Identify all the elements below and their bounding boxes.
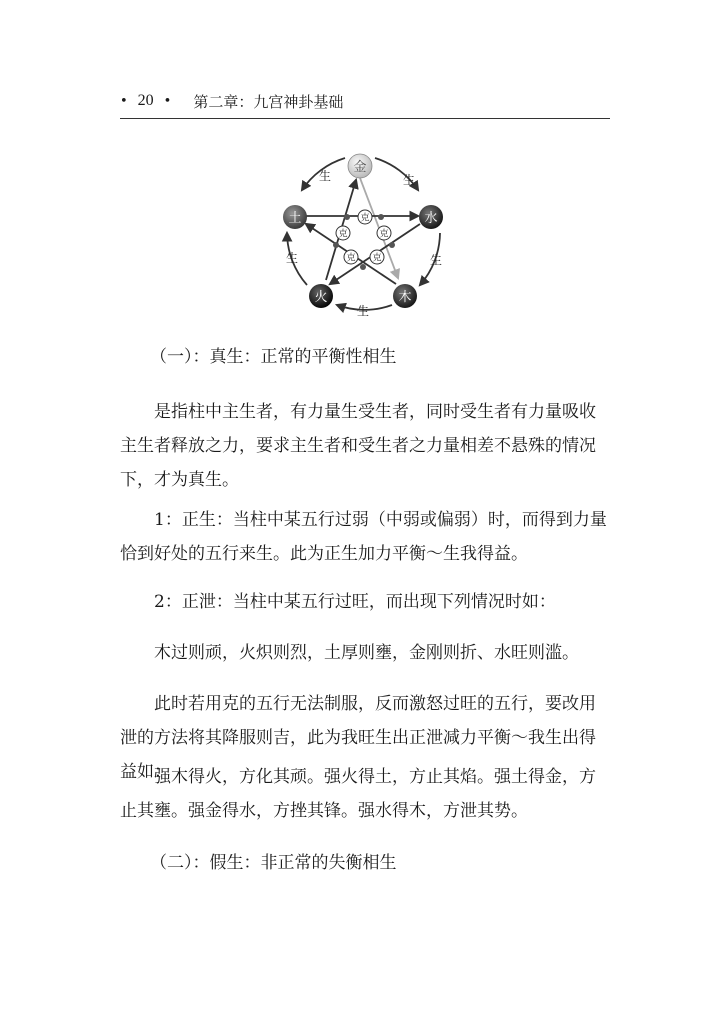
node-fire-label: 火 [314,290,328,305]
label-generate-1: 生 [318,169,332,183]
label-generate-5: 生 [356,304,370,318]
label-overcome-2: 克 [338,229,348,240]
node-wood-label: 木 [398,290,412,305]
page-number: 20 [137,92,154,109]
paragraph-true-generation-definition: 是指柱中主生者，有力量生受生者，同时受生者有力量吸收主生者释放之力，要求主生者和受生者之力量相差不悬殊的情况下，才为真生。 [120,402,596,490]
chapter-title: 第二章：九宫神卦基础 [193,92,344,111]
label-generate-2: 生 [402,173,416,187]
node-water-label: 水 [424,211,438,226]
node-wood [393,284,417,308]
paragraph-proper-drain: 2：正泄：当柱中某五行过旺，而出现下列情况时如： [154,592,556,612]
header-bullet-left: • [120,93,128,109]
header-bullet-right: • [163,93,172,109]
label-overcome-4: 克 [346,253,356,264]
node-fire [309,284,333,308]
node-metal-label: 金 [353,160,367,175]
label-overcome-5: 克 [372,253,382,264]
five-elements-diagram [272,150,462,325]
label-generate-3: 生 [285,251,299,265]
label-generate-4: 生 [429,253,443,267]
paragraph-excess-list: 木过则顽，火炽则烈，土厚则壅，金刚则折、水旺则滥。 [154,643,579,663]
node-metal [348,154,372,178]
node-earth [283,205,307,229]
node-water [419,205,443,229]
section-heading-true-generation: （一）：真生：正常的平衡性相生 [150,347,397,367]
page-header [120,86,610,116]
paragraph-drain-method: 此时若用克的五行无法制服，反而激怒过旺的五行，要改用泄的方法将其降服则吉，此为我旺生出正泄减力平衡～我生出得益如： [120,694,596,782]
paragraph-strong-elements: 强木得火，方化其顽。强火得土，方止其焰。强土得金，方止其壅。强金得水，方挫其锋。强水得木，方泄其势。 [120,767,596,821]
paragraph-proper-generation: 1：正生：当柱中某五行过弱（中弱或偏弱）时，而得到力量恰到好处的五行来生。此为正生加力平衡～生我得益。 [120,510,607,564]
overcome-star [306,178,420,284]
label-overcome-1: 克 [360,213,370,224]
section-heading-false-generation: （二）：假生：非正常的失衡相生 [150,853,397,873]
node-earth-label: 土 [288,211,302,226]
generate-cycle [287,158,443,310]
header-rule [120,118,610,119]
label-overcome-3: 克 [379,229,389,240]
